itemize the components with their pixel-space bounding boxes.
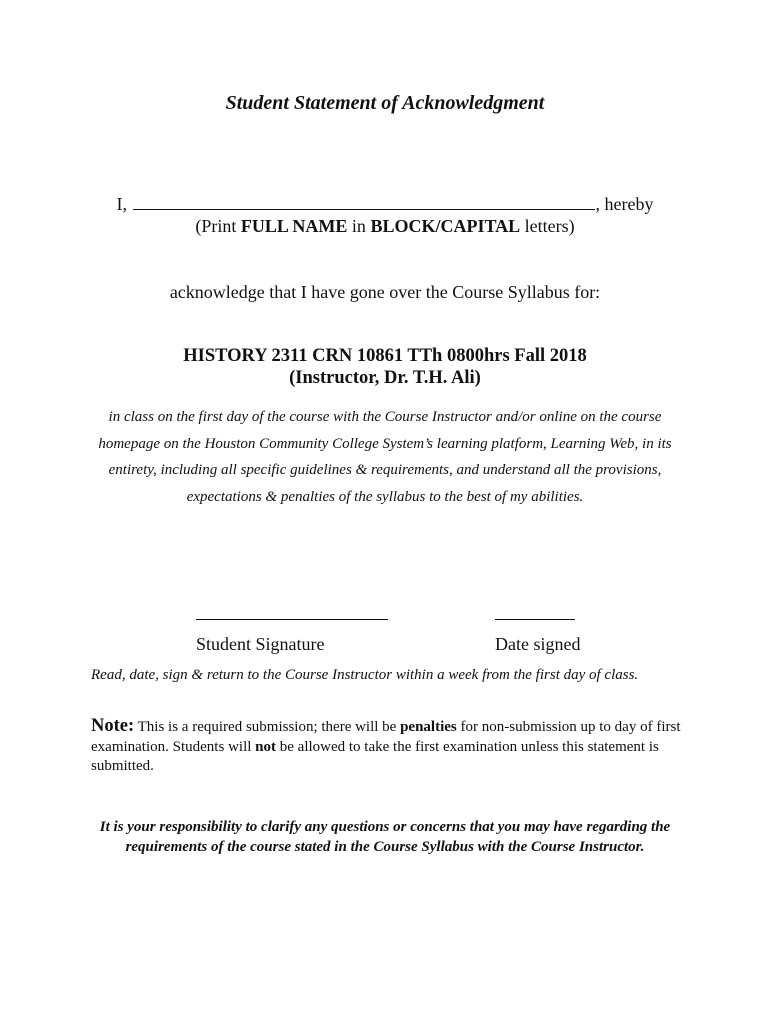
acknowledgment-body: in class on the first day of the course with the Course Instructor and/or online on the course homepage on the Houston Community College System’s learning platform, Learning Web, in its entirety, including all specific guidelines & requirements, and understand all the provisions, expectations & penalties of the syllabus to the best of my abilities. [98, 409, 672, 505]
student-signature-label: Student Signature [196, 634, 325, 654]
name-suffix: , hereby [595, 194, 654, 214]
responsibility-statement: It is your responsibility to clarify any questions or concerns that you may have regarding the requirements of the course stated in the Course Syllabus with the Course Instructor. [99, 819, 671, 855]
date-signed-line[interactable] [495, 619, 575, 620]
name-hint-part2: in [347, 216, 371, 236]
name-hint-bold1: FULL NAME [240, 216, 348, 236]
note-part3: be allowed to take the first examination unless this statement is submitted. [91, 738, 659, 774]
instructor-line: (Instructor, Dr. T.H. Ali) [289, 368, 481, 388]
note-heading: Note: [91, 716, 135, 736]
date-signed-label: Date signed [495, 634, 581, 654]
student-signature-line[interactable] [196, 619, 388, 620]
note-not: not [255, 738, 276, 755]
course-info [0, 345, 770, 389]
return-instructions: Read, date, sign & return to the Course Instructor within a week from the first day of class. [91, 667, 639, 683]
note-part2: for non-submission up to day of first examination. Students will [91, 719, 681, 755]
course-line: HISTORY 2311 CRN 10861 TTh 0800hrs Fall 2018 [183, 346, 587, 366]
name-hint-part1: (Print [195, 216, 241, 236]
note-penalties: penalties [400, 719, 457, 735]
page-title: Student Statement of Acknowledgment [225, 92, 545, 114]
name-hint-bold2: BLOCK/CAPITAL [370, 216, 521, 236]
acknowledge-text: acknowledge that I have gone over the Course Syllabus for: [169, 282, 601, 302]
name-line [0, 193, 770, 215]
name-prefix: I, [116, 194, 127, 214]
name-hint [0, 216, 770, 237]
name-hint-part3: letters) [520, 216, 575, 236]
note-part1: This is a required submission; there will be [134, 719, 401, 735]
note-paragraph [91, 717, 691, 777]
full-name-blank[interactable] [133, 193, 595, 210]
